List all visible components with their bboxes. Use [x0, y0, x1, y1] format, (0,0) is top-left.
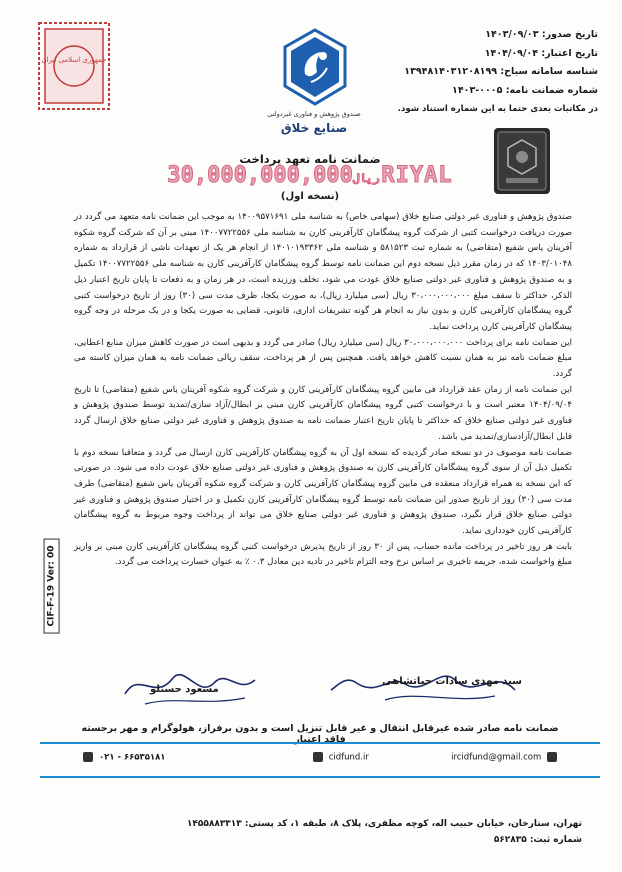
guarantee-amount: [150, 163, 470, 188]
amount-fa-unit: ریال: [352, 172, 380, 185]
copy-label: (نسخه اول): [280, 191, 340, 202]
logo-caption-small: صندوق پژوهش و فناوری غیردولتی: [267, 110, 361, 118]
contact-bar: [40, 742, 600, 778]
header-meta: [368, 26, 598, 119]
document-body: [74, 210, 572, 571]
validity-warning: ضمانت نامه صادر شده غیرقابل انتقال و غیر قابل تنزیل است و بدون برفراز، هولوگرام و مهر برجسته فاقد اعتبار: [81, 723, 559, 745]
contact-phone: [80, 752, 165, 763]
signatory-right-name: سید مهدی سادات حیاتشاهی: [382, 676, 522, 687]
email-address[interactable]: ircidfund@gmail.com: [451, 752, 542, 763]
contact-email[interactable]: [451, 752, 560, 763]
document-title: ضمانت نامه تعهد پرداخت: [239, 152, 381, 166]
address-block: [42, 816, 582, 848]
body-paragraph-4: ضمانت نامه موصوف در دو نسخه صادر گردیده که نسخه اول آن به گروه پیشگامان کارآفرینی کارن ارسال می گردد و متعاقبا نسخه دوم با تکمیل ذیل آن از سوی گروه پیشگامان کارآفرینی کارن به صندوق پژوهش و فناوری غیر دولتی صنایع خلاق عودت داده می شود. در صورتی که این نسخه به همراه قرارداد منعقده فی مابین گروه پیشگامان کارآفرینی کارن و شرکت گروه شکوه آفرینان یاس شفیع (متقاضی) طرف مدت سی (۳۰) روز از تاریخ صدور این ضمانت نامه توسط گروه پیشگامان کارآفرینی کارن تکمیل و در اختیار صندوق پژوهش و فناوری غیر دولتی صنایع خلاق قرار نگیرد، صندوق پژوهش و فناوری غیر دولتی صنایع خلاق می تواند از پرداخت وجوه مربوط به گروه پیشگامان کارآفرینی کارن خودداری نماید.: [74, 447, 572, 537]
hologram-icon: [494, 128, 550, 194]
form-version-label: CIF-F-19 Ver: 00: [44, 538, 60, 633]
expiry-date: تاریخ اعتبار: ۱۴۰۴/۰۹/۰۴: [484, 47, 598, 59]
body-paragraph-2: این ضمانت نامه برای پرداخت ۳۰،۰۰۰،۰۰۰،۰۰۰ ریال (سی میلیارد ریال) صادر می گردد و بدیهی است در صورت کاهش میزان منابع اعطایی، مبلغ ضمانت نامه نیز به همان نسبت کاهش خواهد یافت. همچنین پس از هر پرداخت، سقف ریالی ضمانت نامه به همان میزان کاسته می گردد.: [74, 337, 572, 380]
revenue-stamp-icon: [38, 22, 110, 110]
fund-logo-icon: [281, 28, 349, 108]
mail-icon: [547, 752, 557, 762]
signatory-left-name: مسعود حسنلو: [150, 684, 219, 695]
amount-value: 30,000,000,000RIYAL: [167, 163, 453, 188]
reference-note: در مکاتبات بعدی حتما به این شماره استناد شود.: [397, 104, 598, 114]
body-paragraph-1: صندوق پژوهش و فناوری غیر دولتی صنایع خلاق (سهامی خاص) به شناسه ملی ۱۴۰۰۹۵۷۱۶۹۱ به موجب این ضمانت نامه متعهد می گردد در صورت دریافت درخواست کتبی از شرکت گروه پیشگامان کارآفرینی کارن به شناسه ملی ۱۴۰۰۷۷۲۲۵۵۶ مبنی بر آن که شرکت گروه شکوه آفرینان یاس شفیع (متقاضی) به شماره ثبت ۵۸۱۵۲۳ و شناسه ملی ۱۴۰۱۰۱۹۳۳۶۲ از انجام هر یک از تعهدات ناشی از قرارداد به شماره ۱۴۰۳/۰۱۰۴۸ که در زمان مقرر ذیل نسخه دوم این ضمانت نامه توسط گروه پیشگامان کارآفرینی کارن به شناسه ملی ۱۴۰۰۷۷۲۲۵۵۶ تکمیل و به صندوق پژوهش و فناوری غیر دولتی صنایع خلاق عودت می شود، تخلف ورزیده است، در هر زمان و به دفعات تا پایان تاریخ اعتبار ذیل الذکر، حداکثر تا سقف مبلغ ۳۰،۰۰۰،۰۰۰،۰۰۰ ریال (سی میلیارد ریال)، به صورت یکجا، ظرف مدت سی (۳۰) روز از تاریخ درخواست کتبی گروه پیشگامان کارآفرینی کارن و بدون نیاز به انجام هر گونه تشریفات اداری، قانونی، قضایی به صورت یکجا و در یک مرحله در وجه گروه پیشگامان کارآفرینی کارن پرداخت نماید.: [74, 212, 573, 332]
globe-icon: [313, 752, 323, 762]
registration-number: شماره ثبت: ۵۶۲۸۳۵: [493, 835, 582, 845]
guarantee-number: شماره ضمانت نامه: ۰۰۰۵-۱۴۰۳: [452, 84, 598, 96]
contact-website[interactable]: [310, 752, 369, 763]
logo-caption-main: صنایع خلاق: [280, 121, 348, 135]
phone-number: ۰۲۱ - ۶۶۵۳۵۱۸۱: [98, 752, 166, 763]
phone-icon: [83, 752, 93, 762]
website-url[interactable]: cidfund.ir: [328, 752, 369, 763]
postal-address: تهران، ستارخان، خیابان حبیب اله، کوچه مظفری، پلاک ۸، طبقه ۱، کد پستی: ۱۴۵۵۸۸۳۳۱۳: [186, 819, 582, 829]
sayah-id: شناسه سامانه سیاح: ۱۳۹۴۸۱۴۰۳۱۲۰۸۱۹۹: [404, 66, 598, 77]
stamp-text: جمهوری اسلامی ایران: [41, 56, 107, 64]
body-paragraph-5: بابت هر روز تاخیر در پرداخت مانده حساب، پس از ۳۰ روز از تاریخ پذیرش درخواست کتبی گروه پیشگامان کارآفرینی کارن مبنی بر واریز مبلغ واخواست شده، جریمه تاخیری بر اساس نرخ وجه التزام تاخیر در تادیه دین معادل ۰.۳ ٪ به عنوان خسارت پرداخت می گردد.: [74, 541, 572, 568]
issue-date: تاریخ صدور: ۱۴۰۳/۰۹/۰۳: [485, 29, 598, 40]
body-paragraph-3: این ضمانت نامه از زمان عقد قرارداد فی مابین گروه پیشگامان کارآفرینی کارن و شرکت گروه شکوه آفرینان یاس شفیع (متقاضی) تا تاریخ ۱۴۰۴/۰۹/۰۴ معتبر است و با درخواست کتبی گروه پیشگامان کارآفرینی کارن مبنی بر ابطال/آزاد سازی/تمدید توسط صندوق پژوهش و فناوری غیر دولتی صنایع خلاق که حداکثر تا پایان تاریخ اعتبار ضمانت نامه به صندوق پژوهش و فناوری غیر دولتی صنایع خلاق ارسال گردد قابل ابطال/آزادسازی/تمدید می باشد.: [74, 384, 572, 442]
